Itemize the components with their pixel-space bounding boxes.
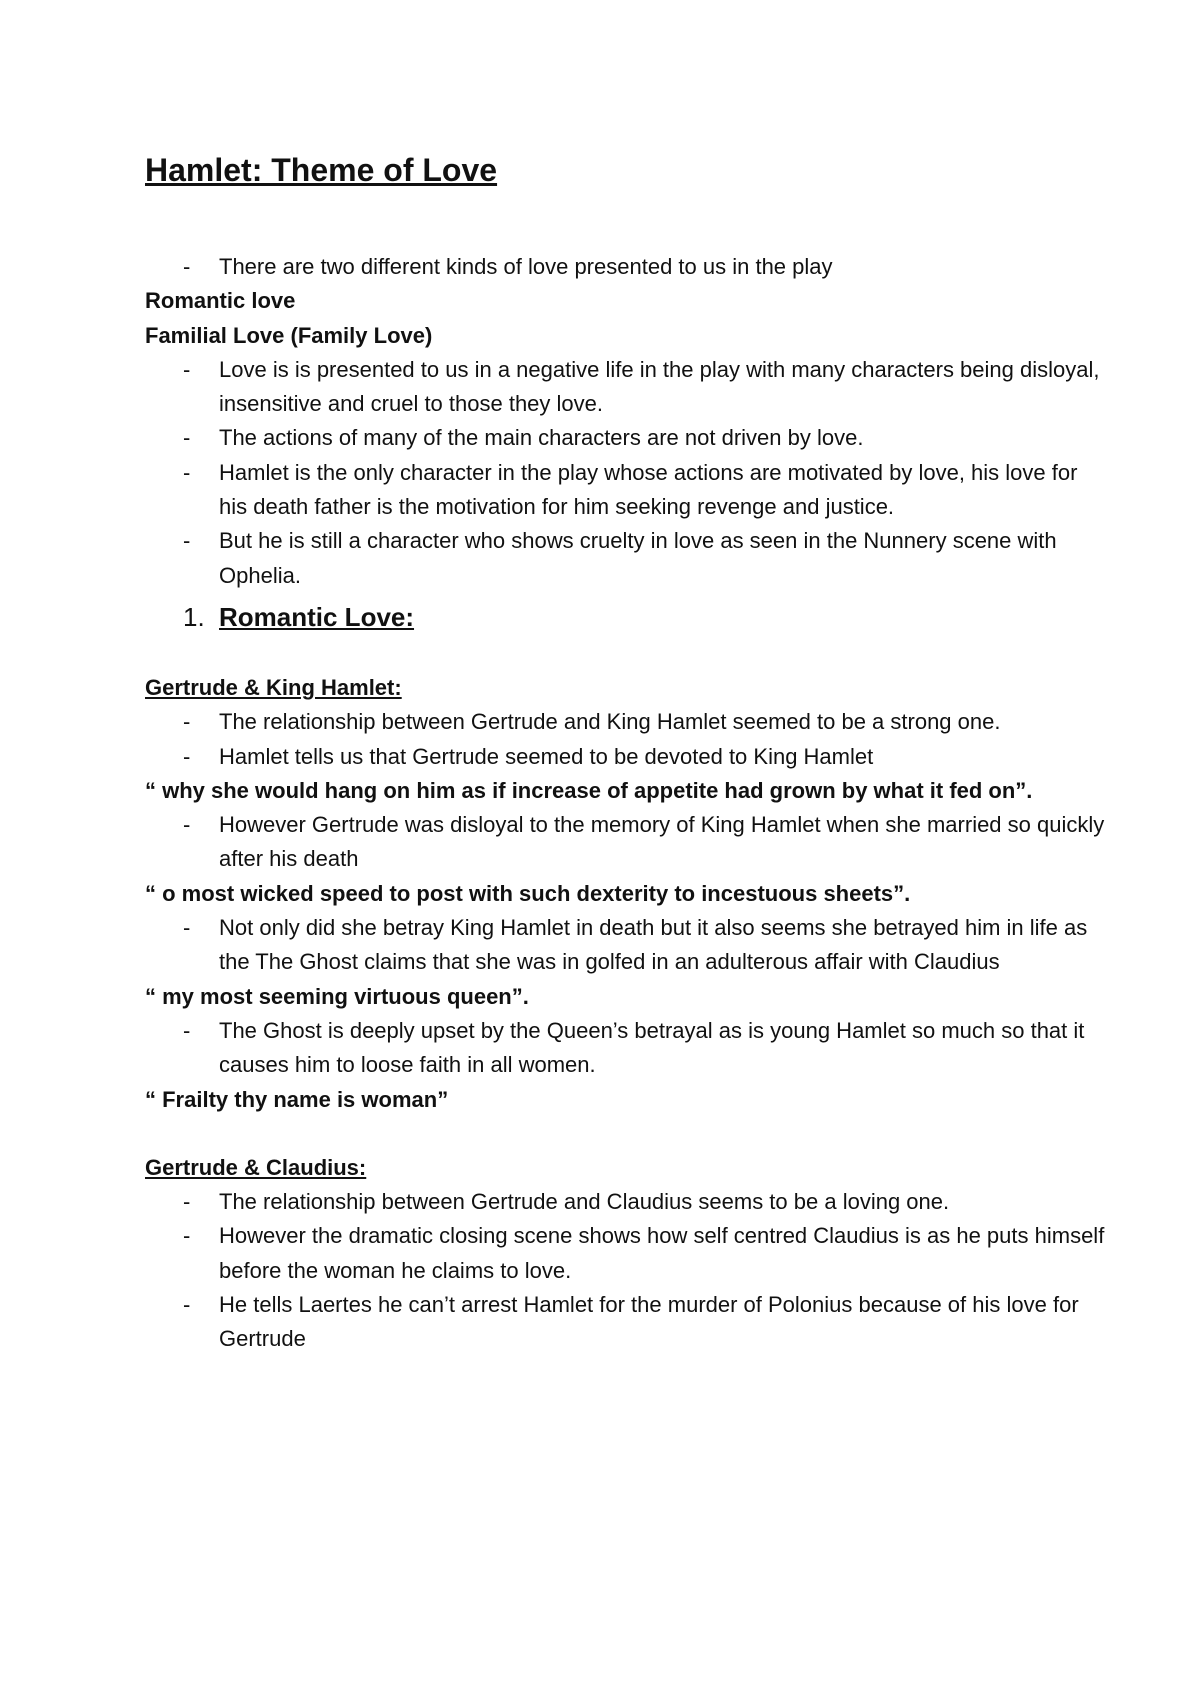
list-item-text: He tells Laertes he can’t arrest Hamlet for the murder of Polonius because of his love for Gertrude [219, 1292, 1079, 1352]
dash-marker: - [183, 459, 191, 485]
dash-marker: - [183, 1223, 191, 1249]
list-item-text: Not only did she betray King Hamlet in death but it also seems she betrayed him in life as the The Ghost claims that she was in golfed in an adulterous affair with Claudius [219, 915, 1088, 975]
list-item [145, 911, 1105, 980]
label-romantic-love: Romantic love [145, 288, 296, 314]
dash-marker: - [183, 528, 191, 554]
list-item [145, 353, 1105, 422]
list-item [145, 524, 1105, 593]
list-item [145, 421, 1105, 455]
list-item [145, 808, 1105, 877]
dash-marker: - [183, 254, 191, 279]
dash-marker: - [183, 1292, 191, 1318]
dash-marker: - [183, 709, 191, 735]
list-item-text: The relationship between Gertrude and King Hamlet seemed to be a strong one. [219, 709, 1001, 735]
list-item-text: Love is is presented to us in a negative life in the play with many characters being disloyal, insensitive and cruel to those they love. [219, 356, 1100, 417]
list-item-text: The relationship between Gertrude and Claudius seems to be a loving one. [219, 1189, 950, 1215]
spacer [145, 1117, 1105, 1151]
list-item-text: Hamlet tells us that Gertrude seemed to be devoted to King Hamlet [219, 743, 874, 769]
list-item [145, 705, 1105, 739]
section-number: 1. [183, 601, 205, 632]
list-item [145, 1219, 1105, 1288]
subheading-gertrude-claudius: Gertrude & Claudius: [145, 1154, 367, 1180]
list-item-text: However Gertrude was disloyal to the memory of King Hamlet when she married so quickly after his death [219, 812, 1105, 872]
dash-marker: - [183, 743, 191, 769]
dash-marker: - [183, 812, 191, 838]
list-item-text: There are two different kinds of love presented to us in the play [219, 254, 833, 279]
section-heading-romantic-love [145, 597, 1105, 637]
dash-marker: - [183, 425, 191, 451]
label-familial-love: Familial Love (Family Love) [145, 322, 433, 348]
list-item [145, 1185, 1105, 1219]
list-item-text: But he is still a character who shows cruelty in love as seen in the Nunnery scene with Ophelia. [219, 528, 1057, 588]
list-item-text: However the dramatic closing scene shows how self centred Claudius is as he puts himself before the woman he claims to love. [219, 1223, 1105, 1283]
document-body [145, 150, 1105, 1357]
list-item-text: The actions of many of the main characters are not driven by love. [219, 425, 864, 451]
subheading-gertrude-king-hamlet: Gertrude & King Hamlet: [145, 674, 402, 700]
dash-marker: - [183, 1017, 191, 1043]
page-title: Hamlet: Theme of Love [145, 152, 498, 188]
spacer [145, 637, 1105, 671]
list-item-text: The Ghost is deeply upset by the Queen’s betrayal as is young Hamlet so much so that it causes him to loose faith in all women. [219, 1017, 1085, 1078]
dash-marker: - [183, 356, 191, 382]
list-item [145, 1014, 1105, 1083]
list-item [145, 456, 1105, 525]
quote: “ Frailty thy name is woman” [145, 1086, 449, 1112]
dash-marker: - [183, 1189, 191, 1215]
list-item-text: Hamlet is the only character in the play whose actions are motivated by love, his love for his death father is the motivation for him seeking revenge and justice. [219, 459, 1078, 520]
dash-marker: - [183, 915, 191, 941]
quote: “ my most seeming virtuous queen”. [145, 983, 529, 1009]
quote: “ why she would hang on him as if increase of appetite had grown by what it fed on”. [145, 777, 1033, 803]
list-item [145, 250, 1105, 284]
quote: “ o most wicked speed to post with such dexterity to incestuous sheets”. [145, 880, 911, 906]
list-item [145, 1288, 1105, 1357]
list-item [145, 740, 1105, 774]
section-heading-text: Romantic Love: [219, 601, 415, 632]
